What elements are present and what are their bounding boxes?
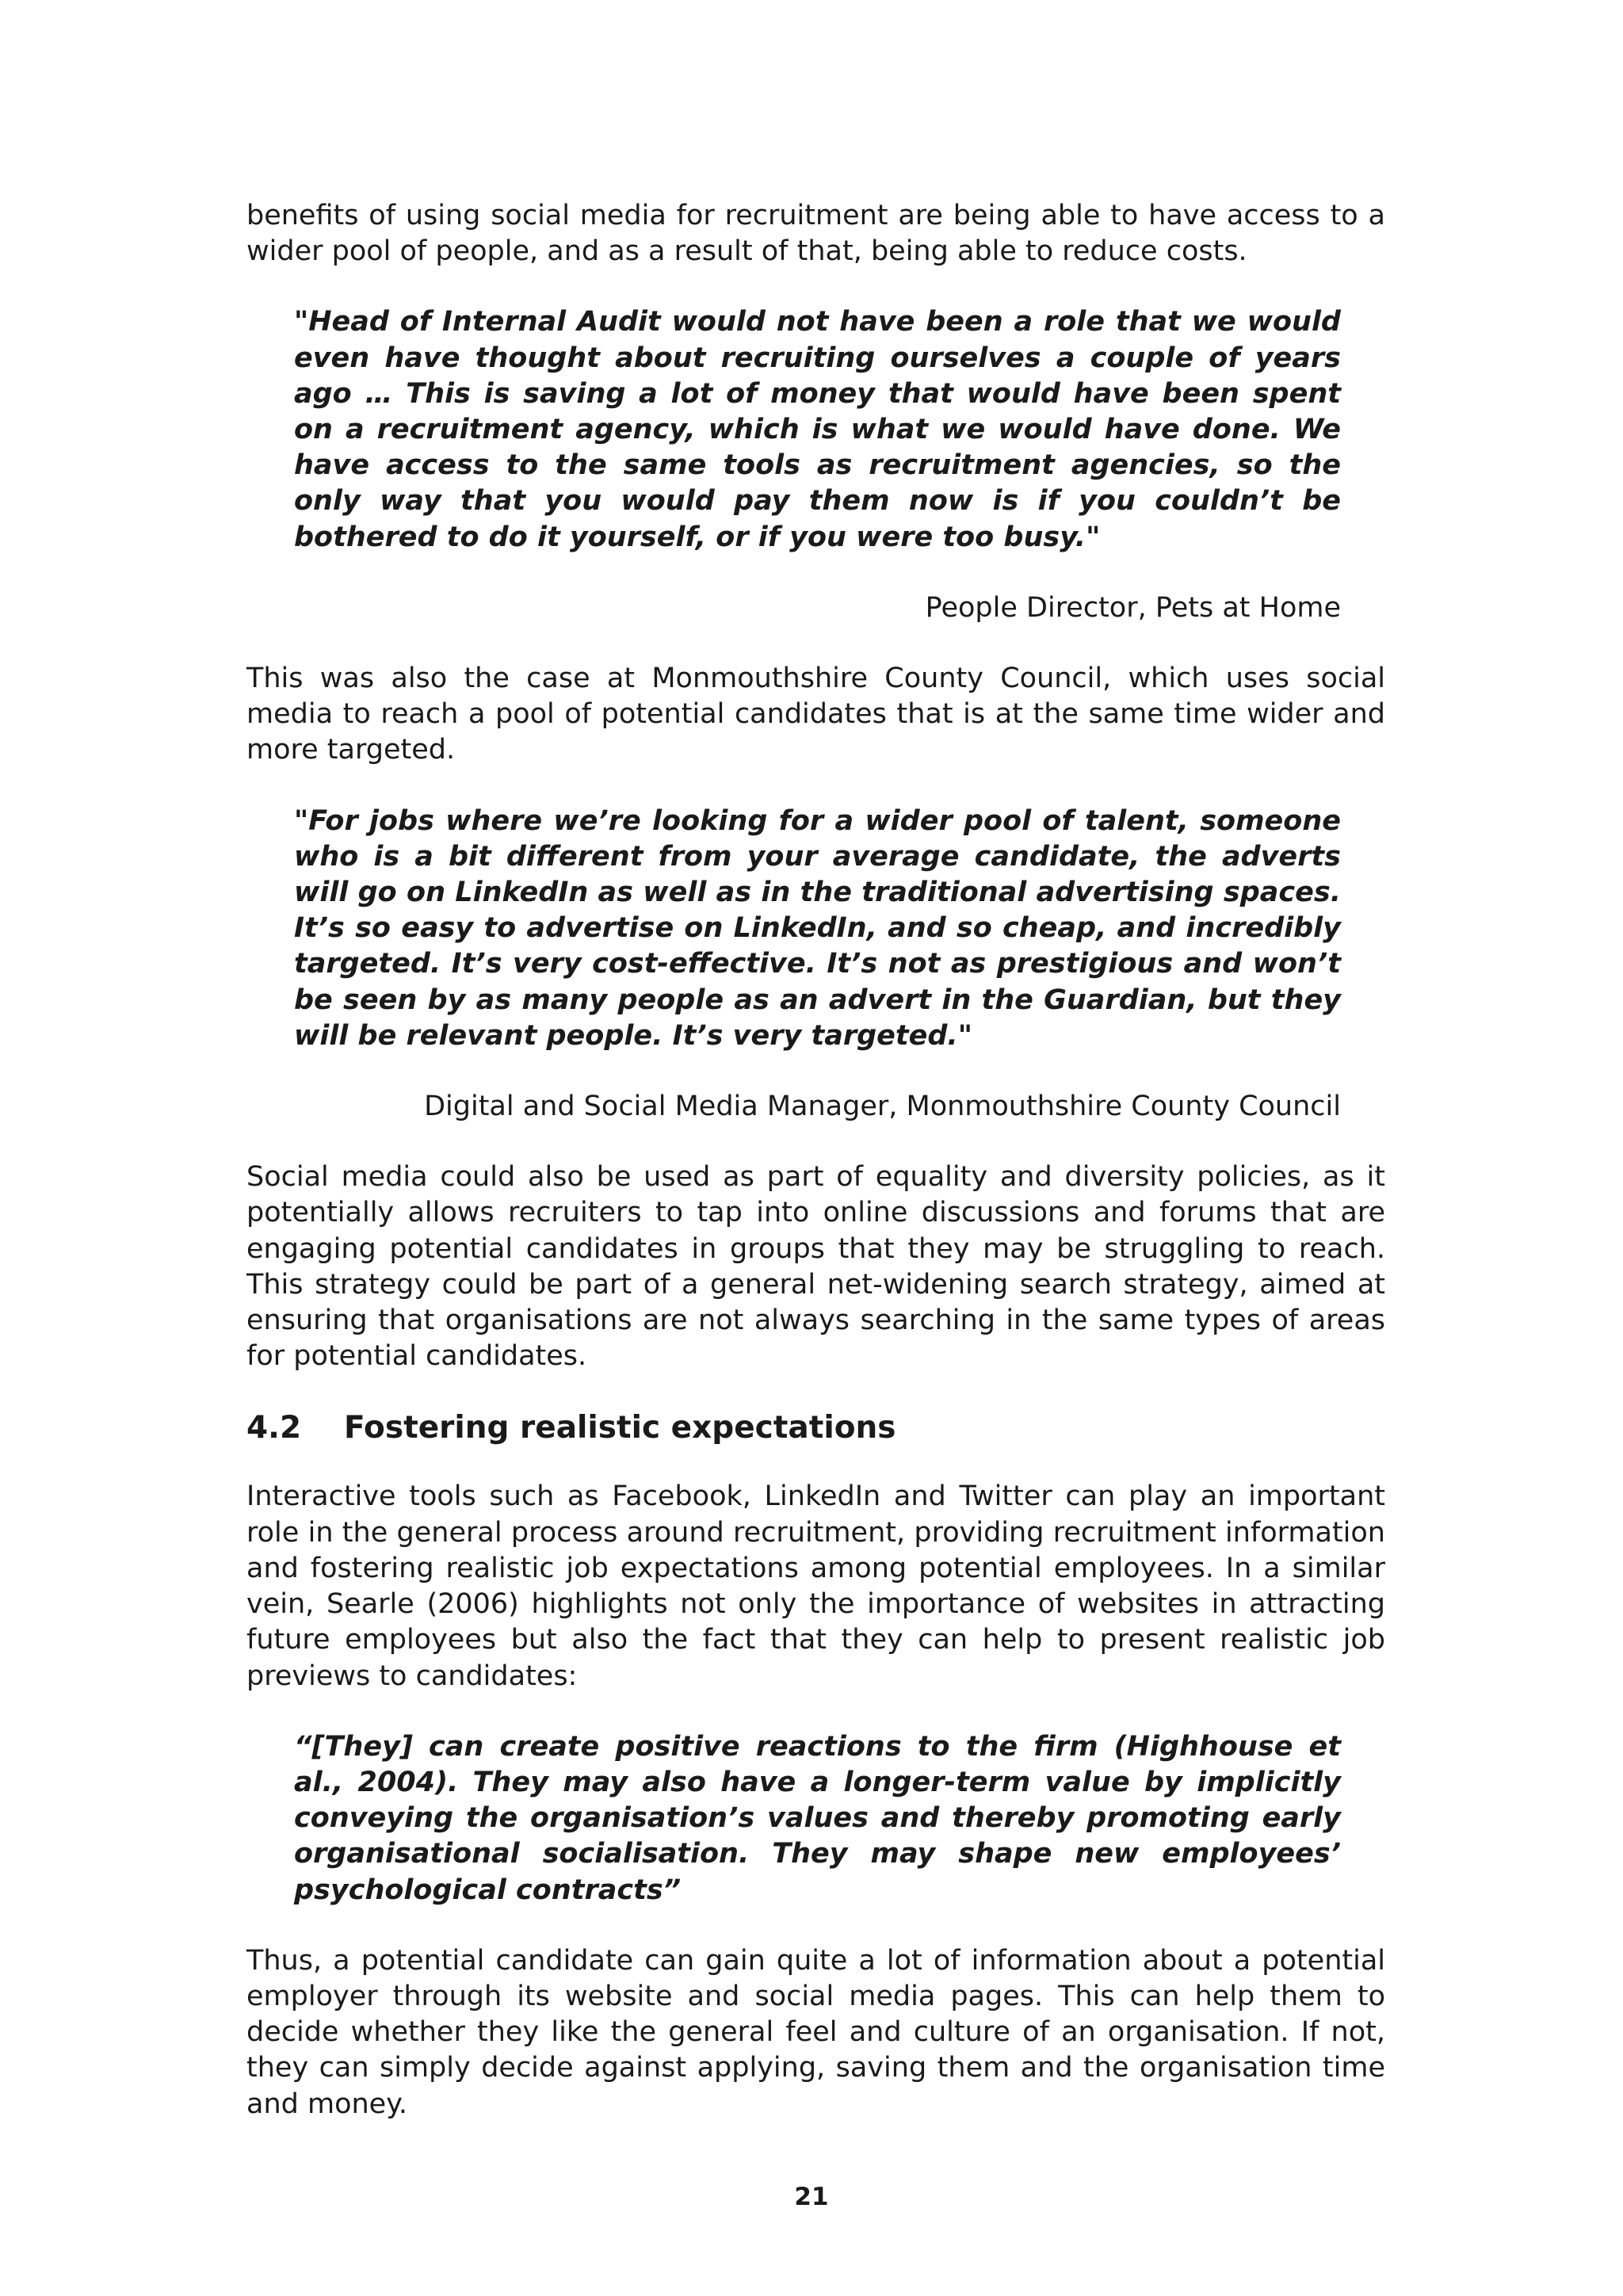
paragraph-monmouthshire: This was also the case at Monmouthshire County Council, which uses social media to reach a pool of potential candidates that is at the same time wider and more targeted. xyxy=(246,663,1385,766)
attribution-monmouthshire: Digital and Social Media Manager, Monmouthshire County Council xyxy=(424,1091,1341,1123)
section-heading xyxy=(246,1409,1385,1447)
quote-monmouthshire: "For jobs where we’re looking for a wider pool of talent, someone who is a bit different from your average candidate, the adverts will go on LinkedIn as well as in the traditional advertising spaces. It’s so easy to advertise on LinkedIn, and so cheap, and incredibly targeted. It’s very cost-effective. It’s not as prestigious and won’t be seen by as many people as an advert in the Guardian, but they will be relevant people. It’s very targeted." xyxy=(294,804,1341,1052)
quote-searle: “[They] can create positive reactions to the firm (Highhouse et al., 2004). They may also have a longer-term value by implicitly conveying the organisation’s values and thereby promoting early organisational socialisation. They may shape new employees’ psychological contracts” xyxy=(294,1730,1341,1906)
section-title: Fostering realistic expectations xyxy=(344,1410,896,1446)
attribution-pets-at-home: People Director, Pets at Home xyxy=(925,591,1341,624)
paragraph-candidate-information: Thus, a potential candidate can gain quite a lot of information about a potential employer through its website and social media pages. This can help them to decide whether they like the general feel and culture of an organisation. If not, they can simply decide against applying, saving them and the organisation time and money. xyxy=(246,1944,1385,2120)
paragraph-recruitment-benefits: benefits of using social media for recruitment are being able to have access to a wider pool of people, and as a result of that, being able to reduce costs. xyxy=(246,200,1385,268)
page-number: 21 xyxy=(794,2183,829,2211)
quote-pets-at-home: "Head of Internal Audit would not have been a role that we would even have thought about recruiting ourselves a couple of years ago … This is saving a lot of money that would have been spent on a recruitment agency, which is what we would have done. We have access to the same tools as recruitment agencies, so the only way that you would pay them now is if you couldn’t be bothered to do it yourself, or if you were too busy." xyxy=(294,306,1341,553)
paragraph-interactive-tools: Interactive tools such as Facebook, LinkedIn and Twitter can play an important role in the general process around recruitment, providing recruitment information and fostering realistic job expectations among potential employees. In a similar vein, Searle (2006) highlights not only the importance of websites in attracting future employees but also the fact that they can help to present realistic job previews to candidates: xyxy=(246,1480,1385,1692)
paragraph-equality-diversity: Social media could also be used as part of equality and diversity policies, as it potentially allows recruiters to tap into online discussions and forums that are engaging potential candidates in groups that they may be struggling to reach. This strategy could be part of a general net-widening search strategy, aimed at ensuring that organisations are not always searching in the same types of areas for potential candidates. xyxy=(246,1161,1385,1373)
page-content xyxy=(246,198,1385,2157)
section-number: 4.2 xyxy=(246,1410,302,1446)
